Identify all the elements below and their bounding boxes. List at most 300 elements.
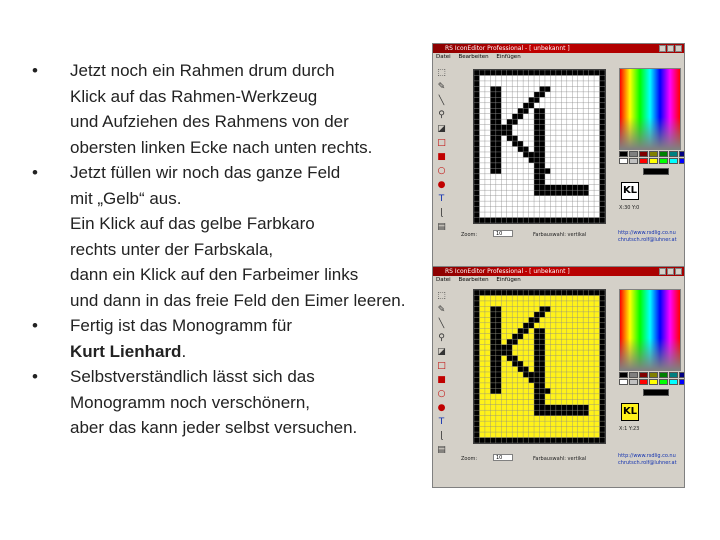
pixel[interactable] [578, 185, 583, 190]
pixel[interactable] [490, 97, 495, 102]
pixel[interactable] [512, 438, 517, 443]
pixel[interactable] [490, 152, 495, 157]
pixel[interactable] [550, 70, 555, 75]
color-swatch[interactable] [629, 372, 638, 378]
pixel[interactable] [540, 86, 545, 91]
pixel[interactable] [474, 119, 479, 124]
pixel[interactable] [556, 410, 561, 415]
pixel[interactable] [534, 125, 539, 130]
maximize-button[interactable] [667, 268, 674, 275]
pixel[interactable] [490, 317, 495, 322]
pixel[interactable] [496, 163, 501, 168]
pixel[interactable] [545, 290, 550, 295]
website-link[interactable]: http://www.rsdlig.co.nu [618, 230, 676, 236]
pixel[interactable] [545, 405, 550, 410]
pixel[interactable] [529, 152, 534, 157]
circle-icon[interactable]: ○ [437, 389, 446, 399]
pixel[interactable] [474, 345, 479, 350]
filled-rect-icon[interactable]: ■ [437, 375, 446, 385]
pixel[interactable] [474, 356, 479, 361]
pixel[interactable] [496, 383, 501, 388]
pixel[interactable] [496, 334, 501, 339]
close-button[interactable] [675, 268, 682, 275]
pixel[interactable] [474, 152, 479, 157]
pixel[interactable] [534, 147, 539, 152]
pixel[interactable] [496, 86, 501, 91]
pixel[interactable] [496, 108, 501, 113]
pixel[interactable] [496, 356, 501, 361]
color-spectrum[interactable] [619, 68, 681, 150]
pixel[interactable] [572, 405, 577, 410]
pixel[interactable] [600, 185, 605, 190]
color-swatch[interactable] [679, 379, 685, 385]
color-swatch[interactable] [629, 379, 638, 385]
pixel[interactable] [490, 108, 495, 113]
pixel[interactable] [496, 125, 501, 130]
pixel[interactable] [512, 334, 517, 339]
pixel[interactable] [540, 306, 545, 311]
pixel[interactable] [556, 405, 561, 410]
pixel[interactable] [496, 70, 501, 75]
color-spectrum[interactable] [619, 289, 681, 371]
pixel[interactable] [518, 367, 523, 372]
pixel[interactable] [474, 103, 479, 108]
pixel[interactable] [512, 218, 517, 223]
pencil-icon[interactable]: ✎ [437, 82, 446, 92]
pixel[interactable] [550, 405, 555, 410]
pixel[interactable] [540, 163, 545, 168]
pixel[interactable] [600, 212, 605, 217]
pixel[interactable] [540, 185, 545, 190]
pixel[interactable] [600, 301, 605, 306]
pixel[interactable] [512, 290, 517, 295]
pixel[interactable] [496, 92, 501, 97]
pixel[interactable] [567, 405, 572, 410]
pixel[interactable] [518, 218, 523, 223]
close-button[interactable] [675, 45, 682, 52]
pixel[interactable] [496, 103, 501, 108]
pixel[interactable] [474, 323, 479, 328]
pixel[interactable] [534, 328, 539, 333]
color-swatch[interactable] [649, 151, 658, 157]
pixel[interactable] [600, 295, 605, 300]
pixel[interactable] [474, 290, 479, 295]
pixel[interactable] [507, 356, 512, 361]
pixel[interactable] [578, 218, 583, 223]
pixel[interactable] [507, 119, 512, 124]
pixel[interactable] [496, 317, 501, 322]
pixel[interactable] [600, 438, 605, 443]
pixel[interactable] [490, 339, 495, 344]
pixel[interactable] [490, 334, 495, 339]
pixel[interactable] [545, 168, 550, 173]
pixel[interactable] [507, 438, 512, 443]
pixel[interactable] [534, 410, 539, 415]
pixel[interactable] [474, 405, 479, 410]
pixel[interactable] [523, 108, 528, 113]
pixel[interactable] [523, 438, 528, 443]
pixel[interactable] [529, 377, 534, 382]
pixel[interactable] [501, 218, 506, 223]
pixel[interactable] [589, 290, 594, 295]
pixel[interactable] [507, 350, 512, 355]
pixel[interactable] [534, 185, 539, 190]
line-icon[interactable]: ╲ [438, 96, 445, 106]
pixel[interactable] [534, 97, 539, 102]
pixel[interactable] [600, 81, 605, 86]
pixel[interactable] [523, 103, 528, 108]
pixel[interactable] [474, 212, 479, 217]
pixel[interactable] [540, 152, 545, 157]
pixel[interactable] [474, 301, 479, 306]
pixel[interactable] [583, 70, 588, 75]
pixel[interactable] [540, 394, 545, 399]
pixel[interactable] [529, 372, 534, 377]
pixel[interactable] [474, 70, 479, 75]
pixel[interactable] [490, 377, 495, 382]
pixel[interactable] [529, 218, 534, 223]
color-swatches[interactable] [619, 372, 685, 385]
pixel[interactable] [474, 147, 479, 152]
pixel[interactable] [474, 377, 479, 382]
pixel[interactable] [578, 410, 583, 415]
pixel[interactable] [523, 147, 528, 152]
color-swatch[interactable] [649, 372, 658, 378]
pixel[interactable] [507, 130, 512, 135]
pixel[interactable] [523, 323, 528, 328]
pixel[interactable] [507, 136, 512, 141]
pixel[interactable] [479, 290, 484, 295]
pixel[interactable] [540, 367, 545, 372]
pixel[interactable] [545, 190, 550, 195]
pixel[interactable] [518, 147, 523, 152]
pixel[interactable] [600, 388, 605, 393]
pixel[interactable] [534, 163, 539, 168]
color-swatch[interactable] [659, 372, 668, 378]
pixel[interactable] [578, 438, 583, 443]
pixel[interactable] [534, 372, 539, 377]
pixel[interactable] [534, 119, 539, 124]
pixel[interactable] [523, 152, 528, 157]
pixel[interactable] [496, 312, 501, 317]
pixel[interactable] [523, 290, 528, 295]
pixel[interactable] [578, 190, 583, 195]
pixel[interactable] [600, 323, 605, 328]
pixel[interactable] [600, 190, 605, 195]
color-swatch[interactable] [629, 151, 638, 157]
pixel[interactable] [556, 290, 561, 295]
color-swatch[interactable] [649, 379, 658, 385]
selected-color-swatch[interactable] [643, 168, 669, 175]
pixel[interactable] [479, 218, 484, 223]
pixel[interactable] [540, 383, 545, 388]
pixel[interactable] [561, 70, 566, 75]
pixel[interactable] [567, 185, 572, 190]
pixel[interactable] [540, 410, 545, 415]
pixel[interactable] [496, 361, 501, 366]
pixel[interactable] [545, 185, 550, 190]
pixel[interactable] [600, 168, 605, 173]
pixel[interactable] [567, 70, 572, 75]
pixel[interactable] [583, 218, 588, 223]
pixel[interactable] [600, 218, 605, 223]
pixel[interactable] [534, 345, 539, 350]
color-swatch[interactable] [619, 158, 628, 164]
pixel[interactable] [600, 290, 605, 295]
pixel[interactable] [540, 328, 545, 333]
pixel[interactable] [518, 141, 523, 146]
pixel[interactable] [594, 218, 599, 223]
pixel[interactable] [534, 130, 539, 135]
pixel[interactable] [600, 427, 605, 432]
pixel[interactable] [507, 345, 512, 350]
pixel[interactable] [600, 163, 605, 168]
pixel[interactable] [501, 290, 506, 295]
pixel[interactable] [540, 179, 545, 184]
color-swatch[interactable] [639, 158, 648, 164]
pixel[interactable] [600, 367, 605, 372]
pixel[interactable] [600, 97, 605, 102]
menu-datei[interactable]: Datei [436, 277, 451, 283]
color-swatch[interactable] [619, 379, 628, 385]
color-swatch[interactable] [669, 372, 678, 378]
minimize-button[interactable] [659, 268, 666, 275]
pixel[interactable] [600, 157, 605, 162]
pixel[interactable] [490, 388, 495, 393]
pixel[interactable] [529, 157, 534, 162]
pixel[interactable] [534, 388, 539, 393]
pixel[interactable] [545, 388, 550, 393]
pixel[interactable] [545, 438, 550, 443]
pixel[interactable] [589, 438, 594, 443]
pixel[interactable] [474, 410, 479, 415]
pixel[interactable] [501, 350, 506, 355]
color-swatch[interactable] [679, 158, 685, 164]
pixel[interactable] [550, 218, 555, 223]
pixel[interactable] [600, 92, 605, 97]
pixel[interactable] [474, 92, 479, 97]
color-swatch[interactable] [639, 151, 648, 157]
pixel[interactable] [600, 207, 605, 212]
pixel[interactable] [540, 108, 545, 113]
pixel[interactable] [490, 350, 495, 355]
pixel[interactable] [600, 130, 605, 135]
pixel[interactable] [561, 190, 566, 195]
pixel[interactable] [540, 345, 545, 350]
pixel[interactable] [490, 163, 495, 168]
pixel[interactable] [540, 312, 545, 317]
pixel[interactable] [507, 218, 512, 223]
pixel[interactable] [583, 405, 588, 410]
pixel[interactable] [583, 190, 588, 195]
pixel[interactable] [600, 394, 605, 399]
pixel[interactable] [545, 306, 550, 311]
pixel[interactable] [496, 367, 501, 372]
pixel[interactable] [474, 312, 479, 317]
pixel[interactable] [474, 157, 479, 162]
pixel[interactable] [534, 114, 539, 119]
pixel[interactable] [540, 405, 545, 410]
pixel[interactable] [600, 75, 605, 80]
pixel[interactable] [490, 130, 495, 135]
pixel[interactable] [578, 290, 583, 295]
pixel[interactable] [474, 97, 479, 102]
pixel[interactable] [534, 190, 539, 195]
pixel[interactable] [600, 103, 605, 108]
pixel-grid[interactable] [474, 290, 605, 443]
pixel[interactable] [490, 367, 495, 372]
pixel[interactable] [534, 152, 539, 157]
pixel[interactable] [490, 328, 495, 333]
pixel[interactable] [496, 157, 501, 162]
pixel[interactable] [600, 317, 605, 322]
pixel[interactable] [485, 438, 490, 443]
pixel[interactable] [490, 168, 495, 173]
pixel[interactable] [600, 377, 605, 382]
pixel[interactable] [490, 114, 495, 119]
pixel[interactable] [534, 92, 539, 97]
pixel[interactable] [496, 130, 501, 135]
pixel[interactable] [490, 147, 495, 152]
pixel[interactable] [512, 119, 517, 124]
pixel-grid[interactable] [474, 70, 605, 223]
pixel[interactable] [474, 130, 479, 135]
pixel[interactable] [594, 70, 599, 75]
pixel[interactable] [529, 70, 534, 75]
color-swatch[interactable] [679, 372, 685, 378]
pixel[interactable] [600, 339, 605, 344]
pixel[interactable] [512, 356, 517, 361]
pixel[interactable] [485, 70, 490, 75]
pixel[interactable] [490, 218, 495, 223]
pixel[interactable] [496, 97, 501, 102]
pixel[interactable] [534, 356, 539, 361]
pixel[interactable] [540, 141, 545, 146]
pixel[interactable] [474, 114, 479, 119]
pixel[interactable] [578, 70, 583, 75]
pixel[interactable] [523, 70, 528, 75]
color-swatch[interactable] [639, 372, 648, 378]
pixel[interactable] [534, 405, 539, 410]
pixel[interactable] [550, 410, 555, 415]
pixel[interactable] [501, 130, 506, 135]
pixel[interactable] [529, 323, 534, 328]
pixel[interactable] [507, 125, 512, 130]
color-swatch[interactable] [629, 158, 638, 164]
pixel[interactable] [550, 290, 555, 295]
pixel[interactable] [534, 290, 539, 295]
pixel-canvas[interactable] [473, 289, 606, 444]
pixel[interactable] [600, 328, 605, 333]
pixel[interactable] [583, 290, 588, 295]
pixel[interactable] [540, 334, 545, 339]
pixel[interactable] [490, 312, 495, 317]
pixel[interactable] [572, 185, 577, 190]
menu-bearbeiten[interactable]: Bearbeiten [458, 277, 489, 283]
pixel[interactable] [534, 136, 539, 141]
color-swatch[interactable] [639, 379, 648, 385]
pixel[interactable] [540, 372, 545, 377]
pixel[interactable] [534, 377, 539, 382]
pixel[interactable] [501, 345, 506, 350]
color-swatch[interactable] [669, 151, 678, 157]
pixel[interactable] [523, 218, 528, 223]
pixel[interactable] [490, 290, 495, 295]
pixel[interactable] [496, 345, 501, 350]
pixel[interactable] [490, 306, 495, 311]
pixel[interactable] [474, 168, 479, 173]
pixel[interactable] [540, 70, 545, 75]
pixel[interactable] [496, 147, 501, 152]
pixel[interactable] [474, 174, 479, 179]
filled-circle-icon[interactable]: ● [437, 403, 446, 413]
pixel[interactable] [540, 136, 545, 141]
pixel[interactable] [556, 438, 561, 443]
pixel[interactable] [518, 334, 523, 339]
pixel[interactable] [490, 345, 495, 350]
pixel[interactable] [474, 361, 479, 366]
pixel[interactable] [540, 356, 545, 361]
pixel[interactable] [507, 339, 512, 344]
pixel[interactable] [578, 405, 583, 410]
pixel[interactable] [600, 86, 605, 91]
pixel[interactable] [600, 141, 605, 146]
text-icon[interactable]: T [438, 417, 445, 427]
pixel[interactable] [600, 196, 605, 201]
minimize-button[interactable] [659, 45, 666, 52]
pixel[interactable] [529, 97, 534, 102]
pixel[interactable] [496, 339, 501, 344]
pixel[interactable] [540, 125, 545, 130]
select-icon[interactable]: ⬚ [437, 68, 446, 78]
pixel[interactable] [534, 157, 539, 162]
pixel[interactable] [474, 81, 479, 86]
menu-bearbeiten[interactable]: Bearbeiten [458, 54, 489, 60]
pixel[interactable] [600, 312, 605, 317]
pixel[interactable] [529, 103, 534, 108]
pixel[interactable] [600, 306, 605, 311]
pixel[interactable] [474, 350, 479, 355]
pixel[interactable] [534, 179, 539, 184]
menu-einfuegen[interactable]: Einfügen [496, 277, 521, 283]
pixel[interactable] [496, 152, 501, 157]
pixel[interactable] [534, 141, 539, 146]
pixel[interactable] [600, 372, 605, 377]
pixel[interactable] [474, 141, 479, 146]
pixel[interactable] [540, 130, 545, 135]
pixel[interactable] [534, 394, 539, 399]
pixel[interactable] [490, 438, 495, 443]
filled-circle-icon[interactable]: ● [437, 180, 446, 190]
pixel[interactable] [600, 136, 605, 141]
pixel[interactable] [474, 207, 479, 212]
pixel[interactable] [490, 323, 495, 328]
pixel-canvas[interactable] [473, 69, 606, 224]
pixel[interactable] [534, 334, 539, 339]
pixel[interactable] [496, 114, 501, 119]
pixel[interactable] [600, 432, 605, 437]
pixel[interactable] [540, 290, 545, 295]
select-icon[interactable]: ⬚ [437, 291, 446, 301]
pixel[interactable] [540, 350, 545, 355]
pixel[interactable] [534, 438, 539, 443]
pixel[interactable] [540, 114, 545, 119]
pixel[interactable] [523, 372, 528, 377]
pixel[interactable] [534, 350, 539, 355]
pixel[interactable] [529, 290, 534, 295]
maximize-button[interactable] [667, 45, 674, 52]
eyedropper-icon[interactable]: ⚲ [438, 110, 445, 120]
